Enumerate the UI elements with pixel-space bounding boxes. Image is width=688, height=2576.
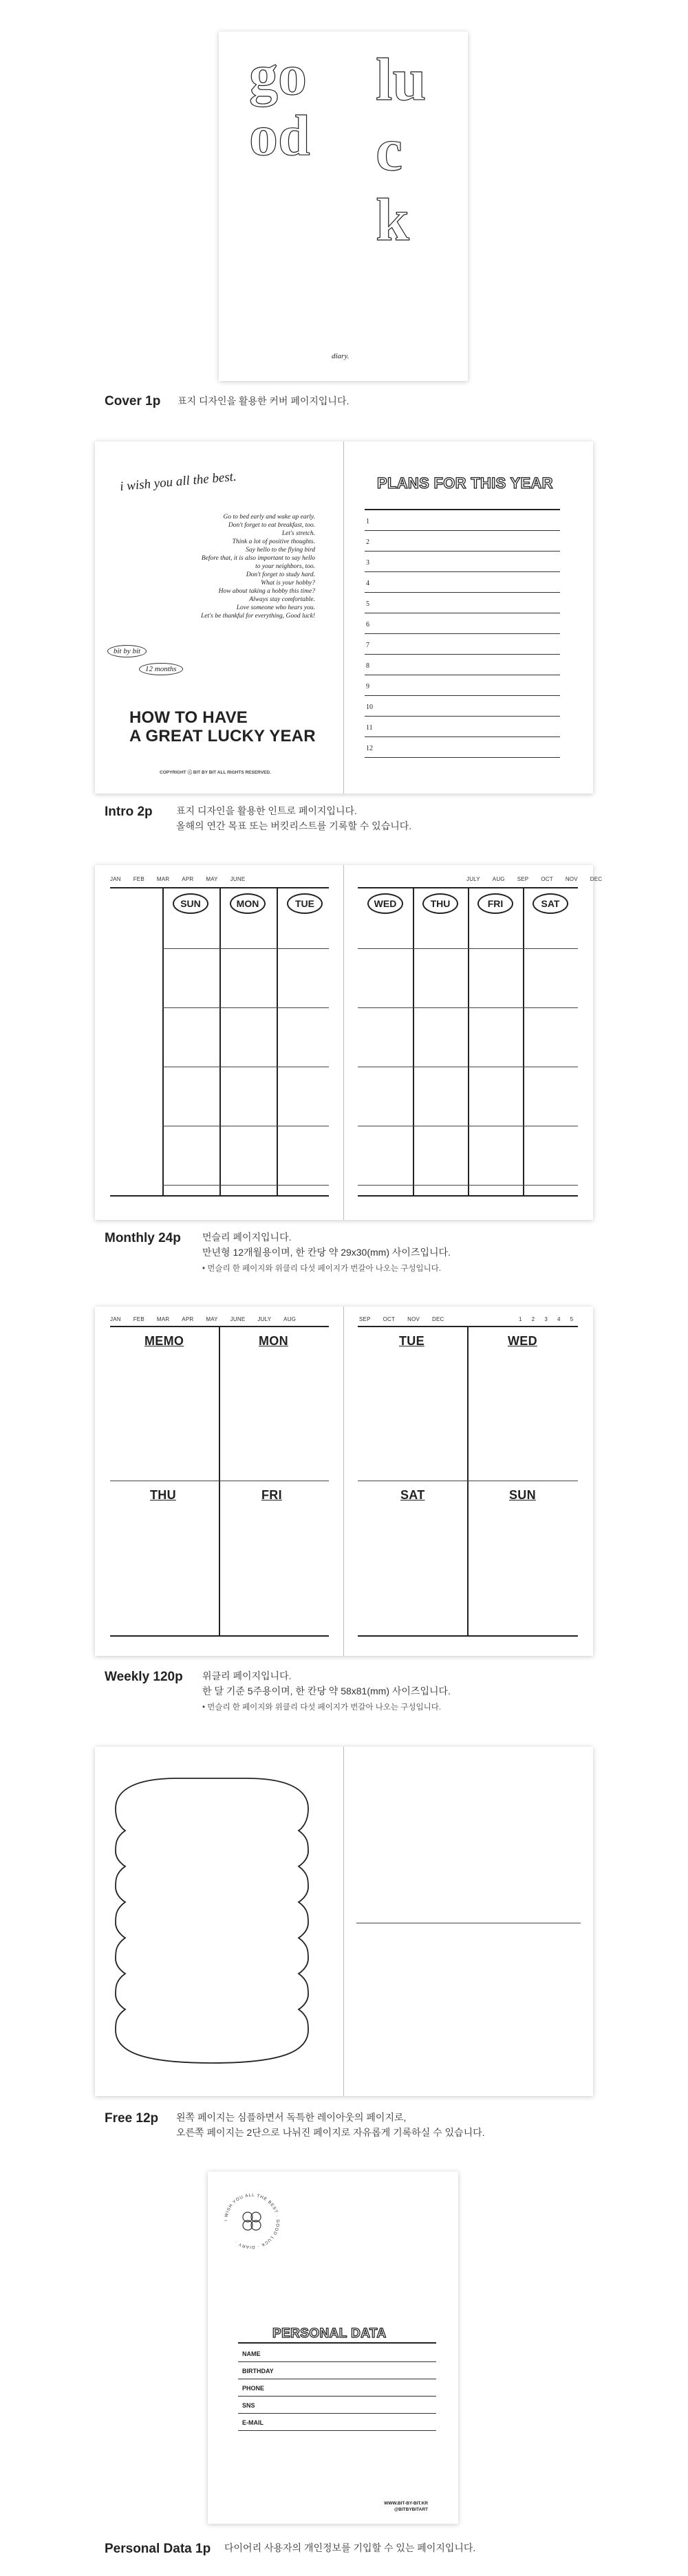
personal-field-label: E-MAIL (242, 2419, 264, 2426)
cover-caption-title: Cover 1p (105, 394, 161, 408)
plans-rows (365, 510, 560, 758)
weekly-months-right: SEP OCT NOV DEC (359, 1316, 444, 1322)
intro-badge-1: bit by bit (107, 645, 147, 657)
plans-row-number: 8 (366, 662, 369, 670)
plans-row-number: 6 (366, 621, 369, 629)
monthly-grid-line (219, 887, 221, 1195)
personal-field-label: PHONE (242, 2385, 265, 2392)
monthly-grid-line (358, 1185, 578, 1186)
monthly-grid-line (413, 887, 414, 1195)
personal-field-label: SNS (242, 2402, 255, 2409)
intro-wish: i wish you all the best. (119, 469, 237, 494)
weekly-months-left: JAN FEB MAR APR MAY JUNE JULY AUG (110, 1316, 297, 1322)
personal-caption-text: 다이어리 사용자의 개인정보를 기입할 수 있는 페이지입니다. (224, 2542, 476, 2553)
weekly-cell-mon: MON (259, 1334, 288, 1348)
weekly-grid-line (110, 1635, 329, 1637)
plans-row-number: 1 (366, 518, 369, 525)
weekly-grid-line (358, 1635, 578, 1637)
cover-title-left: good (249, 43, 310, 168)
weekly-spread (95, 1307, 593, 1656)
monthly-grid-line (523, 887, 524, 1195)
weekly-cell-tue: TUE (399, 1334, 424, 1348)
weekly-caption-note: • 먼슬리 한 페이지와 위클리 다섯 페이지가 번갈아 나오는 구성입니다. (202, 1703, 442, 1712)
cover-title-right: luck (376, 47, 427, 254)
intro-copyright: COPYRIGHT ⓒ BIT BY BIT ALL RIGHTS RESERVED. (160, 770, 271, 775)
monthly-months-left: JAN FEB MAR APR MAY JUNE (110, 876, 246, 882)
cover-caption-text: 표지 디자인을 활용한 커버 페이지입니다. (178, 395, 350, 406)
plans-row-number: 10 (366, 703, 373, 711)
personal-field-row (238, 2362, 436, 2379)
day-label-fri: FRI (477, 893, 513, 914)
plans-row (365, 717, 560, 737)
personal-data-page (208, 2172, 458, 2524)
free-caption-text: 왼쪽 페이지는 심플하면서 독특한 레이아웃의 페이지로, 오른쪽 페이지는 2단으로 나뉘진 페이지로 자유롭게 기록하실 수 있습니다. (176, 2112, 485, 2138)
circular-seal-icon (217, 2187, 286, 2256)
spread-fold (343, 441, 344, 794)
intro-headline: HOW TO HAVE A GREAT LUCKY YEAR (129, 708, 316, 745)
plans-row (365, 613, 560, 634)
personal-field-label: BIRTHDAY (242, 2368, 274, 2375)
plans-row (365, 675, 560, 696)
monthly-spread (95, 865, 603, 1220)
day-label-tue: TUE (287, 893, 323, 914)
intro-spread (95, 441, 593, 794)
personal-footer: WWW.BIT-BY-BIT.KR @BITBYBITART (384, 2501, 428, 2512)
personal-field-label: NAME (242, 2350, 261, 2357)
plans-row-number: 9 (366, 683, 369, 690)
svg-text:I WISH YOU ALL THE BEST · GOOD: I WISH YOU ALL THE BEST · GOOD LUCK · DIARY · (223, 2192, 281, 2250)
weekly-cell-sat: SAT (400, 1488, 425, 1502)
plans-row (365, 572, 560, 593)
monthly-caption-title: Monthly 24p (105, 1231, 181, 1245)
day-label-thu: THU (422, 893, 458, 914)
weekly-cell-sun: SUN (509, 1488, 536, 1502)
weekly-cell-memo: MEMO (144, 1334, 184, 1348)
weekly-cell-fri: FRI (261, 1488, 282, 1502)
scalloped-frame-icon (95, 1747, 344, 2096)
monthly-grid-line (162, 948, 329, 949)
plans-row-number: 7 (366, 642, 369, 649)
spread-fold (343, 1307, 344, 1656)
intro-poem: Go to bed early and wake up early. Don't forget to eat breakfast, too. Let's stretch. Think a lot of positive thoughts. Say hello to the flying bird Before that, it is also important to say hello to your neighbors, too. Don't forget to study hard. What is your hobby? How about taking a hobby this time? Always stay comfortable. Love someone who hears you. Let's be thankful for everything, Good luck! (201, 514, 315, 620)
plans-row-number: 12 (366, 745, 373, 752)
personal-field-row (238, 2397, 436, 2414)
plans-row (365, 737, 560, 758)
monthly-grid-line (162, 1185, 329, 1186)
monthly-grid-line (358, 1007, 578, 1008)
weekly-caption-title: Weekly 120p (105, 1670, 183, 1684)
plans-row (365, 696, 560, 717)
plans-row (365, 655, 560, 675)
monthly-months-right: JULY AUG SEP OCT NOV DEC (466, 876, 603, 882)
plans-title: PLANS FOR THIS YEAR (377, 474, 553, 492)
monthly-grid-line (110, 1195, 329, 1197)
weekly-cell-thu: THU (150, 1488, 176, 1502)
plans-row (365, 593, 560, 613)
weekly-cell-wed: WED (508, 1334, 537, 1348)
monthly-grid-line (277, 887, 278, 1195)
monthly-grid-line (358, 1195, 578, 1197)
free-spread (95, 1747, 593, 2096)
plans-row-number: 2 (366, 538, 369, 546)
day-label-mon: MON (230, 893, 266, 914)
plans-row (365, 552, 560, 572)
personal-data-title: PERSONAL DATA (272, 2326, 387, 2341)
personal-caption-title: Personal Data 1p (105, 2542, 211, 2556)
personal-fields (238, 2345, 436, 2431)
day-label-sun: SUN (173, 893, 208, 914)
day-label-wed: WED (367, 893, 403, 914)
cover-page (219, 32, 468, 381)
personal-field-row (238, 2345, 436, 2362)
intro-badge-2: 12 months (139, 663, 183, 675)
monthly-grid-line (162, 887, 164, 1195)
intro-caption-text: 표지 디자인을 활용한 인트로 페이지입니다. 올해의 연간 목표 또는 버킷리스트를 기록할 수 있습니다. (176, 805, 412, 831)
plans-row (365, 510, 560, 531)
plans-row-number: 5 (366, 600, 369, 608)
cover-small-label: diary. (332, 352, 350, 360)
plans-row-number: 3 (366, 559, 369, 567)
monthly-caption-text: 먼슬리 페이지입니다. 만년형 12개월용이며, 한 칸당 약 29x30(mm) 사이즈입니다. (202, 1232, 451, 1258)
plans-row (365, 531, 560, 552)
weekly-week-numbers: 1 2 3 4 5 (519, 1316, 574, 1322)
personal-field-row (238, 2379, 436, 2397)
monthly-grid-line (358, 948, 578, 949)
plans-row-number: 11 (366, 724, 373, 732)
plans-row (365, 634, 560, 655)
monthly-caption-note: • 먼슬리 한 페이지와 위클리 다섯 페이지가 번갈아 나오는 구성입니다. (202, 1265, 442, 1273)
weekly-caption-text: 위클리 페이지입니다. 한 달 기준 5주용이며, 한 칸당 약 58x81(mm) 사이즈입니다. (202, 1670, 451, 1696)
spread-fold (343, 865, 344, 1220)
personal-field-row (238, 2414, 436, 2431)
day-label-sat: SAT (533, 893, 568, 914)
plans-row-number: 4 (366, 580, 369, 587)
monthly-grid-line (162, 1007, 329, 1008)
personal-top-rule (238, 2342, 436, 2344)
free-caption-title: Free 12p (105, 2111, 159, 2126)
intro-caption-title: Intro 2p (105, 805, 153, 819)
monthly-grid-line (468, 887, 469, 1195)
